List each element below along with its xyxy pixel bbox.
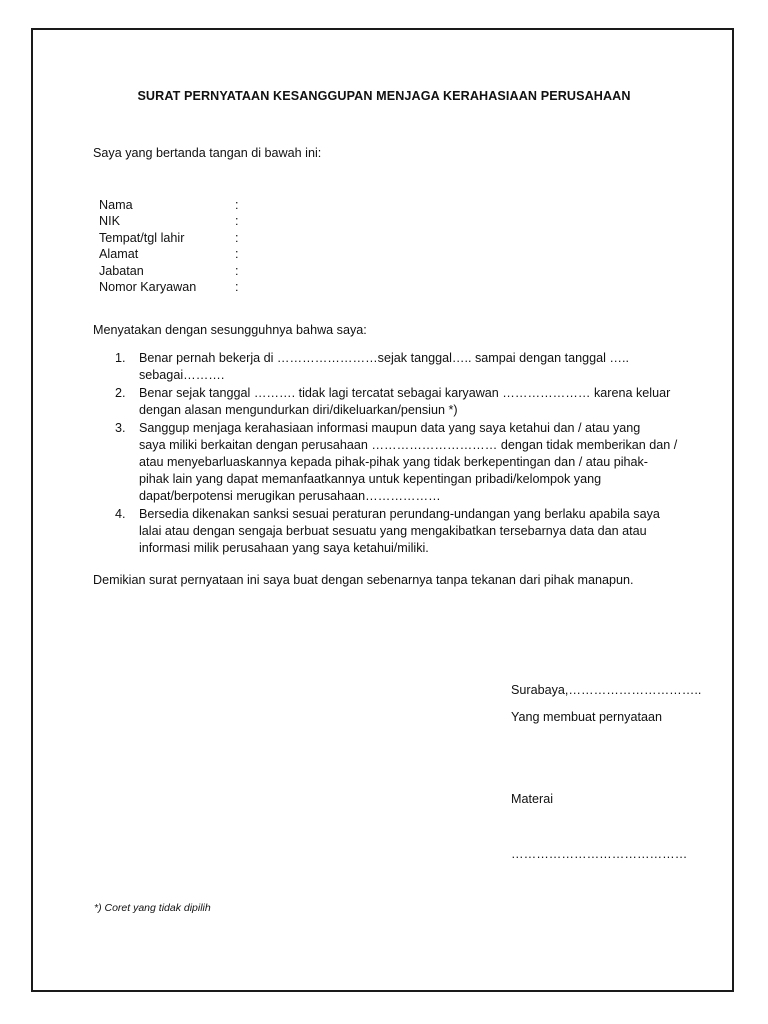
list-item — [115, 420, 678, 505]
item-line: Bersedia dikenakan sanksi sesuai peraturan perundang-undangan yang berlaku apabila saya — [139, 507, 660, 521]
item-line: pihak lain yang dapat memanfaatkannya untuk kepentingan pribadi/kelompok yang — [139, 472, 602, 486]
signer-label: Yang membuat pernyataan — [511, 710, 662, 724]
item-line: informasi milik perusahaan yang saya ketahui/miliki. — [139, 541, 429, 555]
field-colon: : — [235, 214, 239, 229]
field-label: Jabatan — [99, 263, 144, 278]
item-line: Benar sejak tanggal ………. tidak lagi tercatat sebagai karyawan ………………… karena keluar — [139, 386, 671, 400]
list-item — [115, 385, 675, 419]
item-line: dengan alasan mengundurkan diri/dikeluarkan/pensiun *) — [139, 403, 458, 417]
item-line: saya miliki berkaitan dengan perusahaan ………………………… dengan tidak memberikan dan / — [139, 438, 678, 452]
document-title: SURAT PERNYATAAN KESANGGUPAN MENJAGA KERAHASIAAN PERUSAHAAN — [137, 89, 631, 103]
field-row-nomor-karyawan — [99, 279, 299, 295]
statement-intro: Menyatakan dengan sesungguhnya bahwa saya: — [93, 323, 367, 337]
field-row-jabatan — [99, 263, 299, 279]
field-label: Nama — [99, 198, 133, 212]
item-line: Sanggup menjaga kerahasiaan informasi maupun data yang saya ketahui dan / atau yang — [139, 421, 641, 435]
field-colon: : — [235, 230, 239, 245]
field-label: Nomor Karyawan — [99, 279, 197, 294]
item-number: 2. — [115, 386, 126, 400]
field-row-birth — [99, 230, 299, 246]
stamp-label: Materai — [511, 792, 553, 806]
item-line: atau menyebarluaskannya kepada pihak-pihak yang tidak berkepentingan dan / atau pihak- — [139, 455, 649, 469]
list-item — [115, 506, 675, 557]
field-label: Tempat/tgl lahir — [99, 230, 185, 245]
item-line: Benar pernah bekerja di ……………………sejak tanggal….. sampai dengan tanggal ….. — [139, 351, 630, 365]
field-colon: : — [235, 263, 239, 278]
identity-fields — [99, 197, 299, 295]
item-line: sebagai………. — [139, 368, 225, 382]
item-line: lalai atau dengan sengaja berbuat sesuatu yang mengakibatkan tersebarnya data dan atau — [139, 524, 647, 538]
item-line: dapat/berpotensi merugikan perusahaan……………… — [139, 489, 441, 503]
place-date: Surabaya,………………………….. — [511, 683, 702, 697]
item-number: 4. — [115, 507, 126, 521]
footnote: *) Coret yang tidak dipilih — [94, 902, 211, 914]
statement-list — [115, 350, 678, 558]
field-row-nama — [99, 197, 299, 213]
signature-line: …………………………………… — [511, 847, 688, 861]
item-number: 3. — [115, 421, 126, 435]
closing-statement: Demikian surat pernyataan ini saya buat dengan sebenarnya tanpa tekanan dari pihak manapun. — [93, 573, 634, 587]
field-label: NIK — [99, 214, 120, 229]
item-number: 1. — [115, 351, 126, 365]
list-item — [115, 350, 675, 384]
field-colon: : — [235, 247, 239, 262]
field-colon: : — [235, 198, 239, 212]
intro-text: Saya yang bertanda tangan di bawah ini: — [93, 146, 322, 160]
field-label: Alamat — [99, 247, 139, 262]
field-row-alamat — [99, 246, 299, 262]
field-row-nik — [99, 213, 299, 229]
field-colon: : — [235, 279, 239, 294]
